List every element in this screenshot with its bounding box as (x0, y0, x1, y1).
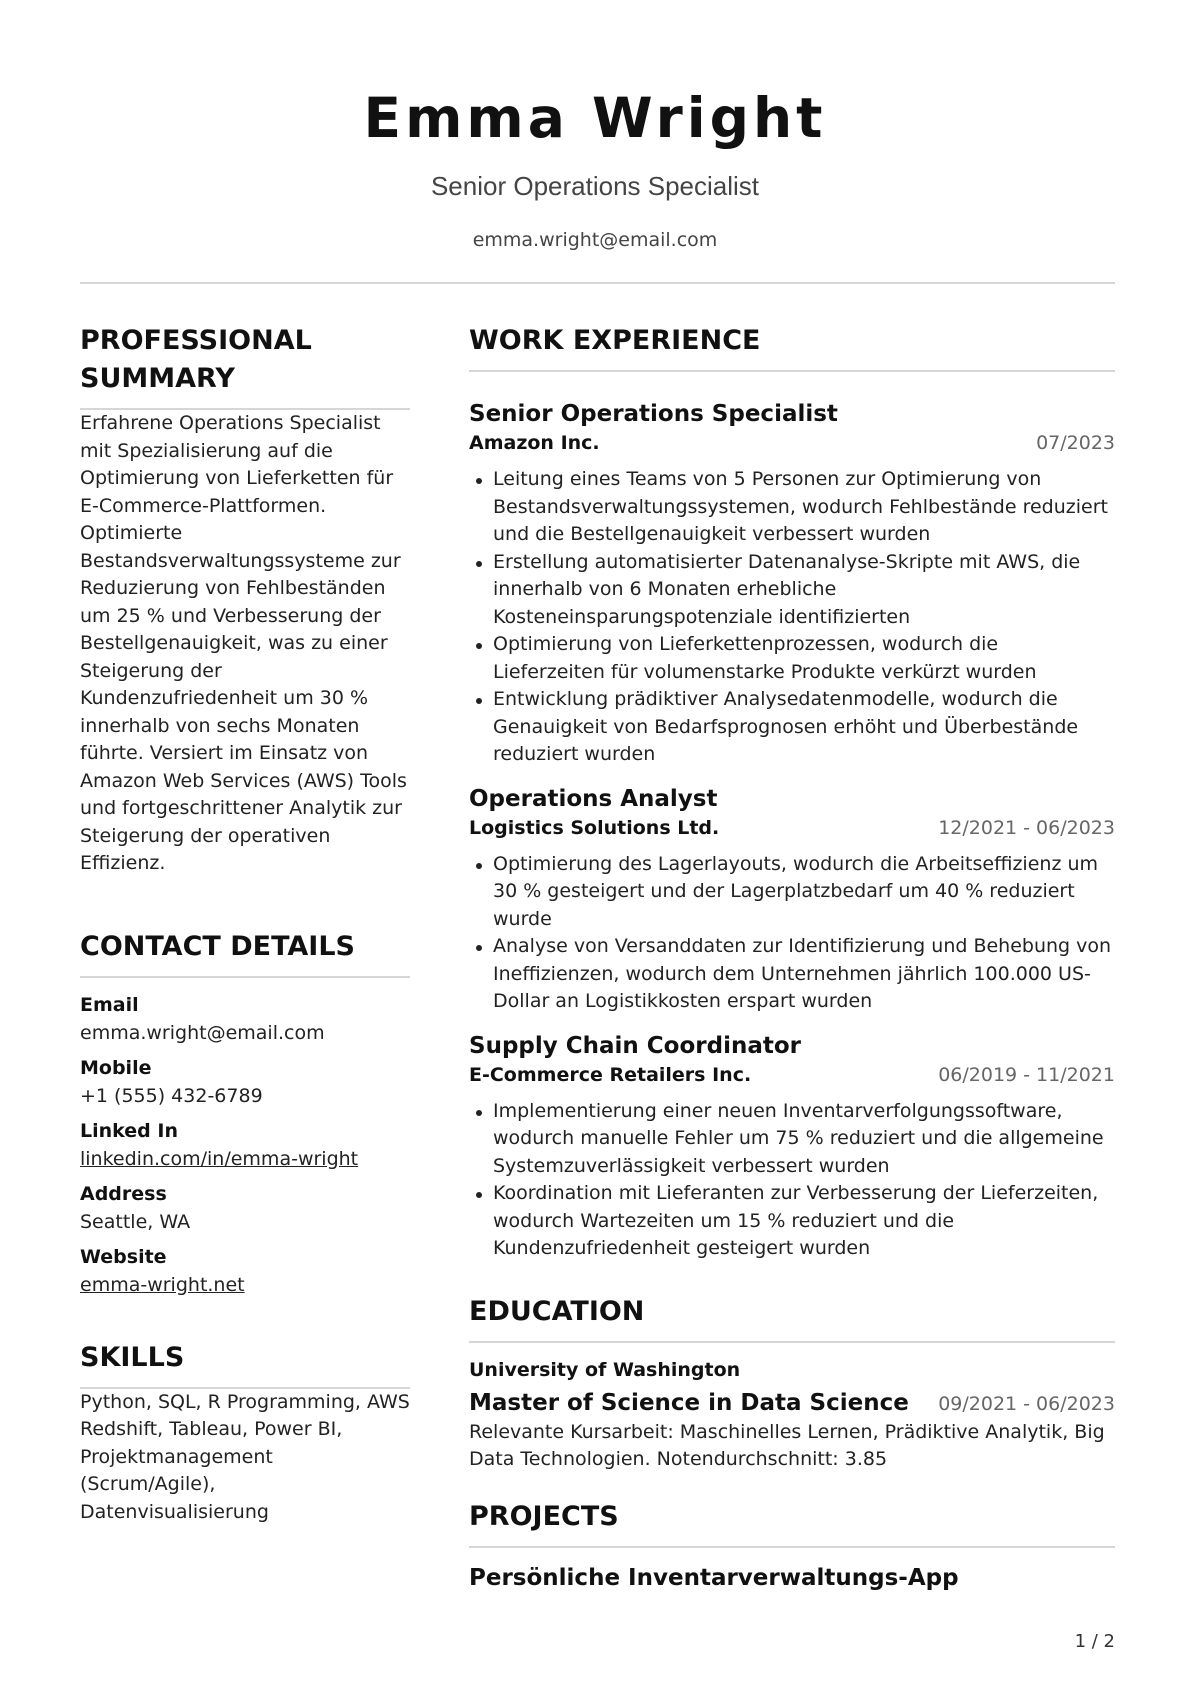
summary-title: PROFESSIONAL SUMMARY (80, 322, 410, 410)
job-bullet: Implementierung einer neuen Inventarverfolgungssoftware, wodurch manuelle Fehler um 75 % reduziert und die allgemeine Systemzuverlässigkeit verbessert wurden (493, 1098, 1115, 1181)
job-dates: 07/2023 (1036, 432, 1115, 454)
work-title: WORK EXPERIENCE (469, 322, 1115, 372)
header-divider (80, 282, 1115, 284)
job-bullets (469, 466, 1115, 769)
summary-text: Erfahrene Operations Specialist mit Spezialisierung auf die Optimierung von Lieferketten für E-Commerce-Plattformen. Optimierte Bestandsverwaltungssysteme zur Reduzierung von Fehlbeständen um 25 % und Verbesserung der Bestellgenauigkeit, was zu einer Steigerung der Kundenzufriedenheit um 30 % innerhalb von sechs Monaten führte. Versiert im Einsatz von Amazon Web Services (AWS) Tools und fortgeschrittener Analytik zur Steigerung der operativen Effizienz. (80, 412, 407, 874)
linkedin-link[interactable]: linkedin.com/in/emma-wright (80, 1147, 359, 1170)
mobile-value: +1 (555) 432-6789 (80, 1084, 263, 1107)
mobile-label: Mobile (80, 1056, 152, 1079)
address-label: Address (80, 1182, 167, 1205)
contact-title: CONTACT DETAILS (80, 928, 410, 978)
work-section (469, 322, 1115, 1263)
job-company: E-Commerce Retailers Inc. (469, 1063, 752, 1086)
job-bullets (469, 851, 1115, 1016)
job-meta (469, 815, 1115, 841)
job-meta (469, 1062, 1115, 1088)
job-bullets (469, 1098, 1115, 1263)
right-column (469, 322, 1115, 1594)
linkedin-label: Linked In (80, 1119, 178, 1142)
email-label: Email (80, 993, 139, 1016)
skills-section (80, 1339, 410, 1527)
skills-title: SKILLS (80, 1339, 410, 1389)
projects-title: PROJECTS (469, 1498, 1115, 1548)
job-bullet: Erstellung automatisierter Datenanalyse-Skripte mit AWS, die innerhalb von 6 Monaten erhebliche Kosteneinsparungspotenziale identifizierten (493, 549, 1115, 632)
job-entry (469, 398, 1115, 769)
page-number: 1 / 2 (1074, 1631, 1115, 1652)
education-section (469, 1293, 1115, 1474)
job-bullet: Analyse von Versanddaten zur Identifizierung und Behebung von Ineffizienzen, wodurch dem Unternehmen jährlich 100.000 US-Dollar an Logistikkosten erspart wurden (493, 933, 1115, 1016)
job-dates: 06/2019 - 11/2021 (938, 1063, 1115, 1086)
education-description: Relevante Kursarbeit: Maschinelles Lernen, Prädiktive Analytik, Big Data Technologien. Notendurchschnitt: 3.85 (469, 1420, 1105, 1470)
job-company: Logistics Solutions Ltd. (469, 816, 720, 839)
job-bullet: Optimierung von Lieferkettenprozessen, wodurch die Lieferzeiten für volumenstarke Produkte verkürzt wurden (493, 631, 1115, 686)
email-value: emma.wright@email.com (80, 1021, 325, 1044)
job-bullet: Leitung eines Teams von 5 Personen zur Optimierung von Bestandsverwaltungssystemen, wodurch Fehlbestände reduziert und die Bestellgenauigkeit verbessert wurden (493, 466, 1115, 549)
job-dates: 12/2021 - 06/2023 (938, 816, 1115, 839)
education-title: EDUCATION (469, 1293, 1115, 1343)
address-value: Seattle, WA (80, 1210, 191, 1233)
website-link[interactable]: emma-wright.net (80, 1273, 245, 1296)
job-title: Operations Analyst (469, 785, 718, 812)
job-entry (469, 1030, 1115, 1263)
summary-section (80, 322, 410, 878)
candidate-name: Emma Wright (363, 86, 827, 150)
left-column (80, 322, 410, 1526)
job-bullet: Optimierung des Lagerlayouts, wodurch die Arbeitseffizienz um 30 % gesteigert und der Lagerplatzbedarf um 40 % reduziert wurde (493, 851, 1115, 934)
job-bullet: Entwicklung prädiktiver Analysedatenmodelle, wodurch die Genauigkeit von Bedarfsprognosen erhöht und Überbestände reduziert wurden (493, 686, 1115, 769)
job-entry (469, 783, 1115, 1016)
contact-list (80, 992, 410, 1299)
project-title: Persönliche Inventarverwaltungs-App (469, 1564, 959, 1591)
website-label: Website (80, 1245, 167, 1268)
job-title: Senior Operations Specialist (469, 401, 838, 427)
job-company: Amazon Inc. (469, 432, 600, 454)
education-school: University of Washington (469, 1358, 741, 1381)
header-email: emma.wright@email.com (472, 229, 718, 251)
degree-row (469, 1387, 1115, 1419)
projects-section (469, 1498, 1115, 1594)
job-bullet: Koordination mit Lieferanten zur Verbesserung der Lieferzeiten, wodurch Wartezeiten um 15 % reduziert und die Kundenzufriedenheit gesteigert wurden (493, 1180, 1115, 1263)
skills-text: Python, SQL, R Programming, AWS Redshift, Tableau, Power BI, Projektmanagement (Scrum/Agile), Datenvisualisierung (80, 1390, 410, 1523)
education-dates: 09/2021 - 06/2023 (938, 1392, 1115, 1415)
job-meta (469, 430, 1115, 456)
contact-section (80, 928, 410, 1299)
job-title: Supply Chain Coordinator (469, 1032, 801, 1059)
candidate-role: Senior Operations Specialist (430, 171, 760, 201)
education-degree: Master of Science in Data Science (469, 1389, 909, 1416)
